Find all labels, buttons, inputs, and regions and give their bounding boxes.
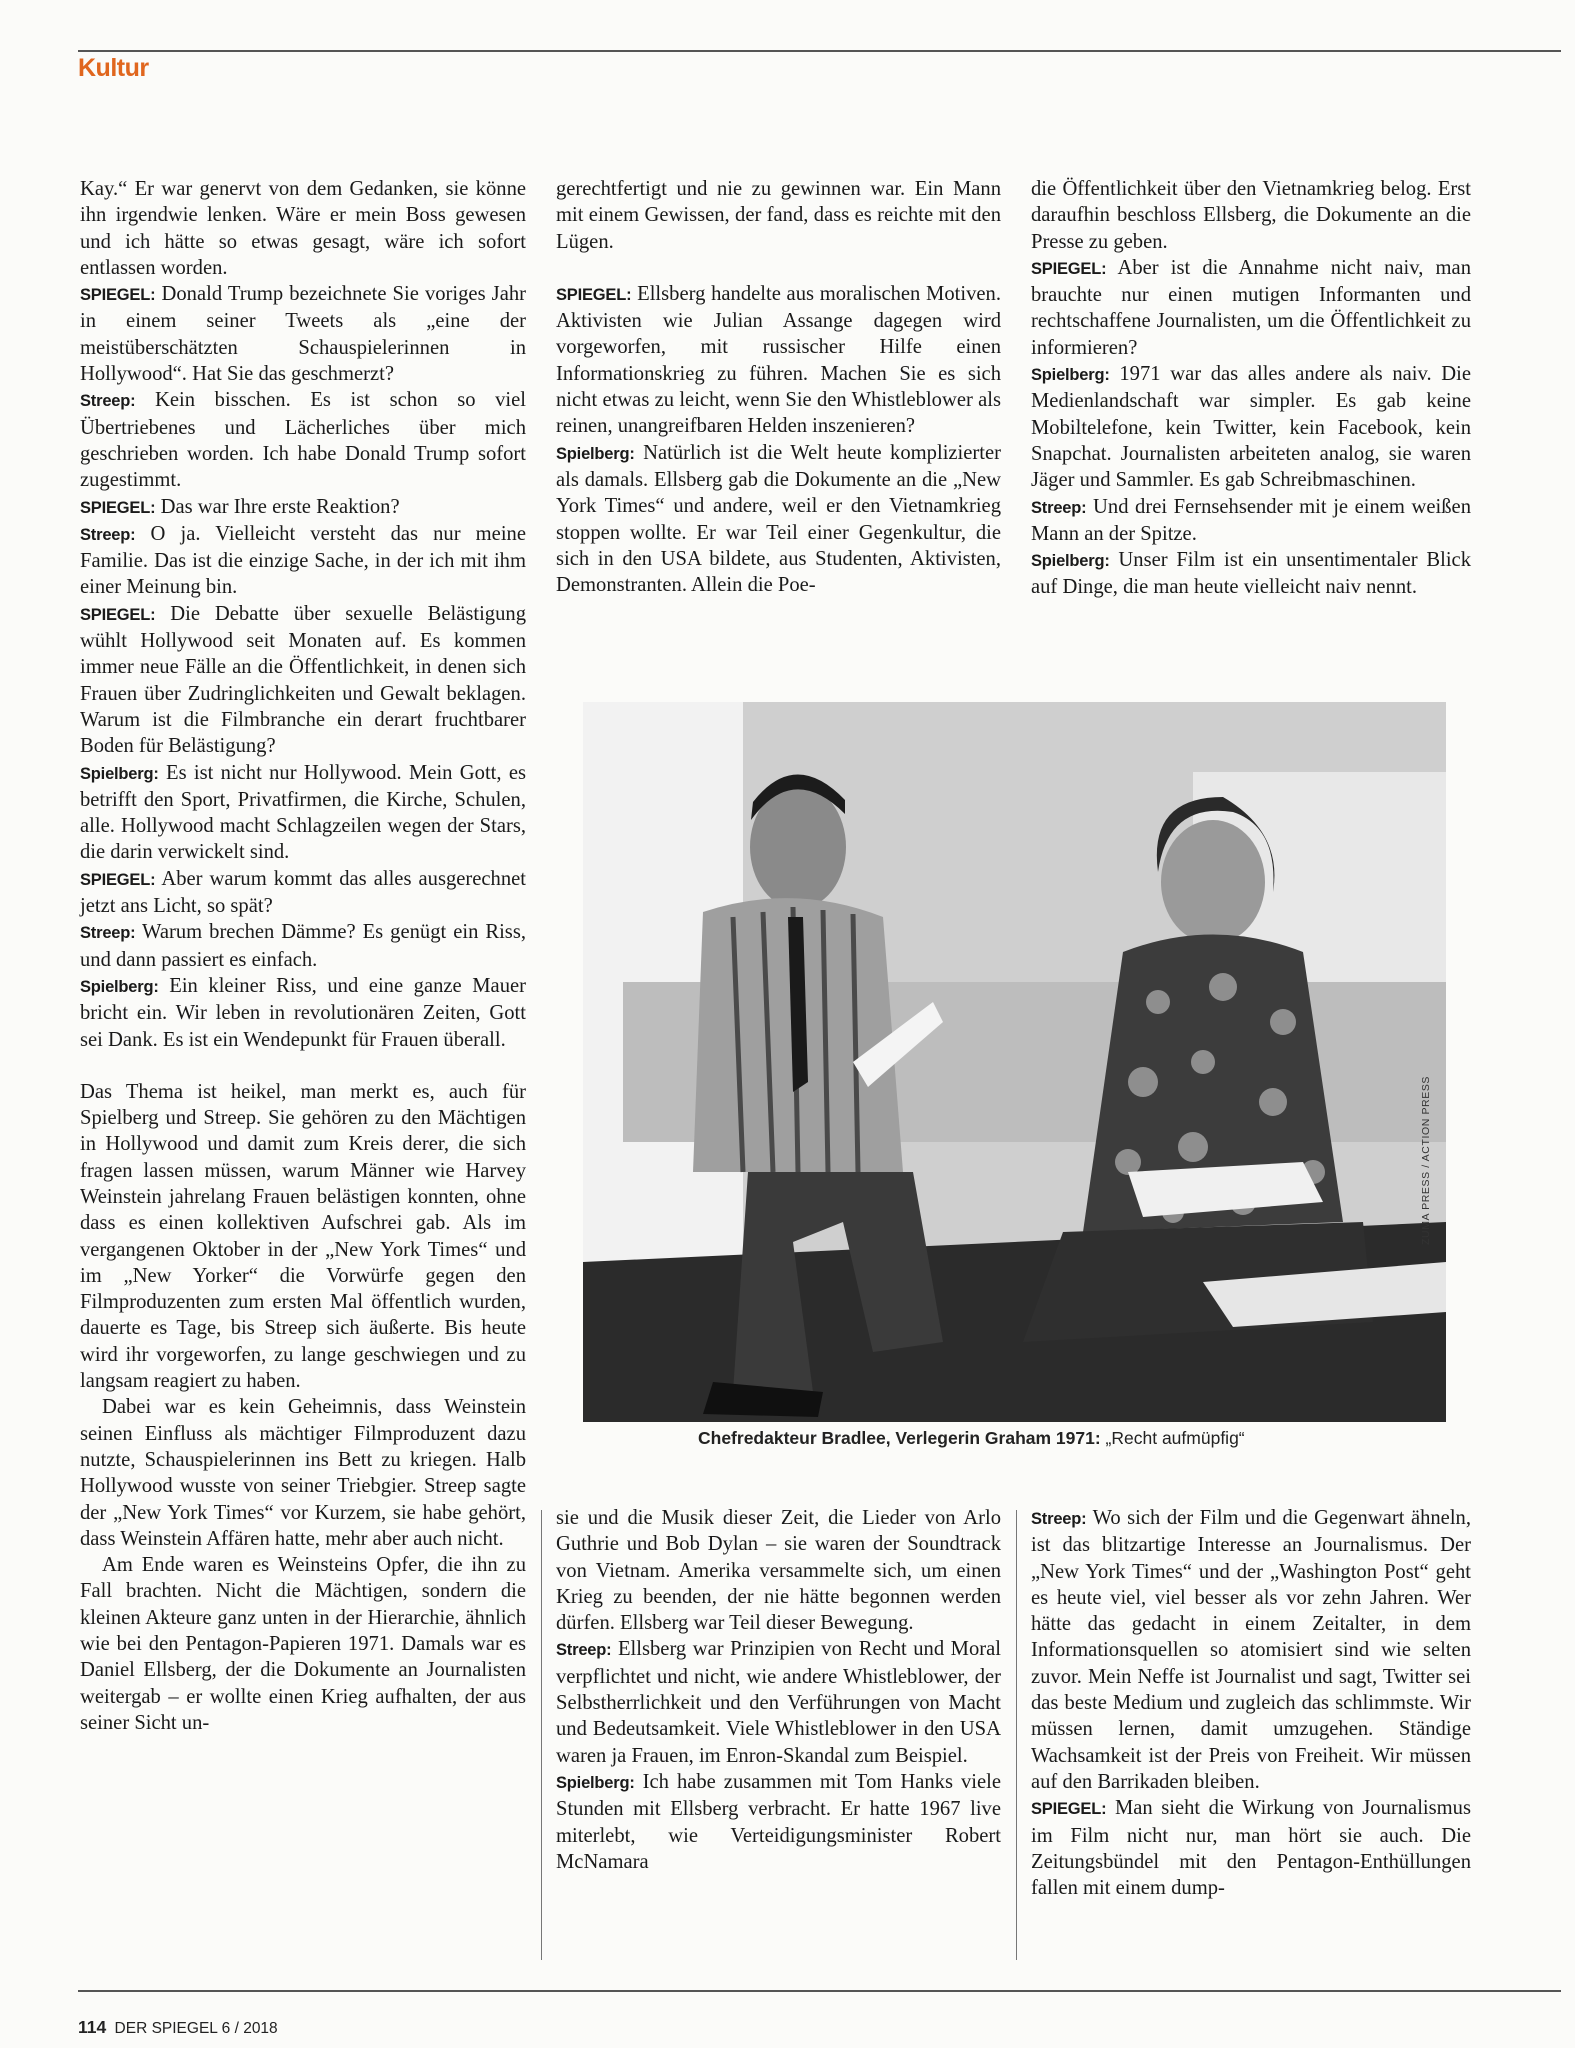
paragraph-text: Aber ist die Annahme nicht naiv, man brauchte nur einen mutigen Informanten und rechtschaffene Journalisten, um die Öffentlichkeit zu informieren?	[1031, 256, 1471, 359]
speaker-label: Streep:	[80, 525, 136, 544]
paragraph	[1031, 255, 1471, 361]
column-2-bottom	[556, 1505, 1001, 1875]
magazine-name: DER SPIEGEL	[114, 2020, 218, 2037]
paragraph	[80, 973, 526, 1053]
speaker-label: Streep:	[1031, 498, 1087, 517]
speaker-label: Spielberg:	[80, 977, 159, 996]
paragraph-text: Dabei war es kein Geheimnis, dass Weinstein seinen Einfluss als mächtiger Filmproduzent dazu nutzte, Schauspielerinnen ins Bett zu kriegen. Halb Hollywood wusste von seiner Triebgier. Streep sagte der „New York Times“ vor Kurzem, sie habe gehört, dass Weinstein Affären hatte, mehr aber auch nicht.	[80, 1396, 526, 1550]
speaker-label: Spielberg:	[80, 764, 159, 783]
paragraph	[80, 601, 526, 760]
photo-illustration	[583, 702, 1446, 1422]
speaker-label: SPIEGEL:	[80, 286, 156, 305]
speaker-label: SPIEGEL:	[80, 498, 156, 517]
paragraph	[1031, 1795, 1471, 1901]
paragraph	[80, 1394, 526, 1552]
top-rule	[78, 50, 1561, 52]
speaker-label: Spielberg:	[556, 444, 635, 463]
speaker-label: Streep:	[80, 924, 136, 943]
paragraph	[80, 1552, 526, 1736]
bottom-rule	[78, 1990, 1561, 1992]
column-2-top	[556, 176, 1001, 598]
speaker-label: Streep:	[1031, 1510, 1087, 1528]
speaker-label: Streep:	[556, 1641, 612, 1660]
paragraph	[556, 1769, 1001, 1875]
paragraph-text: Die Debatte über sexuelle Belästigung wühlt Hollywood seit Monaten auf. Es kommen immer neue Fälle an die Öffentlichkeit, in denen sich Frauen über Zudringlichkeiten und Gewalt beklagen. Warum ist die Filmbranche ein derart fruchtbarer Boden für Belästigung?	[80, 602, 526, 758]
paragraph-text: O ja. Vielleicht versteht das nur meine Familie. Das ist die einzige Sache, in der ich mit ihm einer Meinung bin.	[80, 522, 526, 599]
paragraph	[556, 281, 1001, 440]
paragraph-text: Es ist nicht nur Hollywood. Mein Gott, es betrifft den Sport, Privatfirmen, die Kirche, Schulen, alle. Hollywood macht Schlagzeilen wegen der Stars, die darin verwickelt sind.	[80, 761, 526, 864]
speaker-label: Spielberg:	[556, 1773, 635, 1792]
page-number: 114	[78, 2017, 107, 2037]
paragraph-text: Und drei Fernsehsender mit je einem weißen Mann an der Spitze.	[1031, 495, 1471, 545]
paragraph-text: Warum brechen Dämme? Es genügt ein Riss, und dann passiert es einfach.	[80, 921, 526, 971]
paragraph-text: Am Ende waren es Weinsteins Opfer, die ihn zu Fall brachten. Nicht die Mächtigen, sondern die kleinen Akteure ganz unten in der Hierarchie, ähnlich wie bei den Pentagon-Papieren 1971. Damals war es Daniel Ellsberg, der die Dokumente an Journalisten weitergab – er wollte einen Krieg aufhalten, der aus seiner Sicht un-	[80, 1554, 526, 1734]
paragraph-text: Natürlich ist die Welt heute komplizierter als damals. Ellsberg gab die Dokumente an die „New York Times“ und andere, weil er den Vietnamkrieg stoppen wollte. Er war Teil einer Gegenkultur, die sich in den USA bildete, aus Studenten, Aktivisten, Demonstranten. Allein die Poe-	[556, 441, 1001, 597]
paragraph	[80, 1079, 526, 1395]
press-photo	[583, 702, 1446, 1422]
paragraph	[1031, 494, 1471, 548]
paragraph	[1031, 1505, 1471, 1795]
speaker-label: SPIEGEL:	[556, 285, 632, 304]
paragraph	[80, 760, 526, 866]
paragraph	[556, 176, 1001, 255]
section-label: Kultur	[78, 54, 149, 82]
paragraph-text: Man sieht die Wirkung von Journalismus im Film nicht nur, man hört sie auch. Die Zeitungsbündel mit den Pentagon-Enthüllungen fallen mit einem dump-	[1031, 1797, 1471, 1900]
paragraph	[80, 866, 526, 920]
paragraph-text: Kein bisschen. Es ist schon so viel Übertriebenes und Lächerliches über mich geschrieben worden. Ich habe Donald Trump sofort zugestimmt.	[80, 389, 526, 492]
caption-bold: Chefredakteur Bradlee, Verlegerin Graham 1971:	[698, 1428, 1101, 1448]
speaker-label: Streep:	[80, 392, 136, 411]
photo-caption	[698, 1428, 1398, 1449]
paragraph-text: Das war Ihre erste Reaktion?	[155, 495, 400, 518]
caption-text: „Recht aufmüpfig“	[1100, 1428, 1245, 1448]
column-3-top	[1031, 176, 1471, 601]
paragraph	[80, 387, 526, 493]
photo-credit: ZUMA PRESS / ACTION PRESS	[1420, 1075, 1432, 1245]
paragraph	[80, 176, 526, 281]
page-footer	[78, 2017, 278, 2038]
speaker-label: Spielberg:	[1031, 366, 1110, 385]
paragraph-text: gerechtfertigt und nie zu gewinnen war. Ein Mann mit einem Gewissen, der fand, dass es reichte mit den Lügen.	[556, 178, 1001, 253]
paragraph-text: Ein kleiner Riss, und eine ganze Mauer bricht ein. Wir leben in revolutionären Zeiten, Gott sei Dank. Es ist ein Wendepunkt für Frauen überall.	[80, 974, 526, 1051]
speaker-label: Spielberg:	[1031, 552, 1110, 571]
paragraph-text: Unser Film ist ein unsentimentaler Blick auf Dinge, die man heute vielleicht naiv nennt.	[1031, 549, 1471, 599]
paragraph	[80, 281, 526, 387]
paragraph-text: Kay.“ Er war genervt von dem Gedanken, sie könne ihn irgendwie lenken. Wäre er mein Boss gewesen und ich hätte so etwas gesagt, wäre ich sofort entlassen worden.	[80, 178, 526, 279]
speaker-label: SPIEGEL:	[80, 870, 156, 889]
speaker-label: SPIEGEL:	[1031, 259, 1107, 278]
paragraph	[556, 1636, 1001, 1768]
speaker-label: SPIEGEL:	[80, 605, 156, 624]
paragraph	[1031, 361, 1471, 493]
speaker-label: SPIEGEL:	[1031, 1800, 1107, 1819]
paragraph-text: 1971 war das alles andere als naiv. Die Medienlandschaft war simpler. Es gab keine Mobiltelefone, kein Twitter, kein Facebook, kein Snapchat. Journalisten arbeiteten analog, sie waren Jäger und Sammler. Es gab Schreibmaschinen.	[1031, 363, 1471, 492]
paragraph	[556, 1505, 1001, 1636]
issue-number: 6 / 2018	[221, 2020, 278, 2037]
column-divider-right	[1016, 1510, 1017, 1960]
paragraph	[80, 494, 526, 521]
column-divider-left	[541, 1510, 542, 1960]
paragraph	[80, 521, 526, 601]
paragraph	[80, 919, 526, 973]
paragraph	[1031, 547, 1471, 601]
paragraph-text: Ich habe zusammen mit Tom Hanks viele Stunden mit Ellsberg verbracht. Er hatte 1967 live miterlebt, wie Verteidigungsminister Robert McNamara	[556, 1770, 1001, 1873]
paragraph-text: Das Thema ist heikel, man merkt es, auch für Spielberg und Streep. Sie gehören zu den Mächtigen in Hollywood und damit zum Kreis derer, die sich fragen lassen müssen, warum Männer wie Harvey Weinstein jahrelang Frauen belästigen konnten, ohne dass es einen kollektiven Aufschrei gab. Als im vergangenen Oktober in der „New York Times“ und im „New Yorker“ die Vorwürfe gegen den Filmproduzenten zum ersten Mal öffentlich wurden, dauerte es Tage, bis Streep sich äußerte. Bis heute wird ihr vorgeworfen, zu lange geschwiegen und zu langsam reagiert zu haben.	[80, 1080, 526, 1393]
paragraph-text: sie und die Musik dieser Zeit, die Lieder von Arlo Guthrie und Bob Dylan – sie waren der Soundtrack von Vietnam. Amerika versammelte sich, um einen Krieg zu beenden, der nie hätte begonnen werden dürfen. Ellsberg war Teil dieser Bewegung.	[556, 1507, 1001, 1635]
paragraph	[556, 440, 1001, 599]
paragraph-text: Wo sich der Film und die Gegenwart ähneln, ist das blitzartige Interesse an Journalismus. Der „New York Times“ und der „Washington Post“ geht es heute viel, viel besser als vor zehn Jahren. Wer hätte das gedacht in einem Zeitalter, in dem Informationsquellen so atomisiert sind wie selten zuvor. Mein Neffe ist Journalist und sagt, Twitter sei das beste Medium und zugleich das schlimmste. Wir müssen lernen, damit umzugehen. Ständige Wachsamkeit ist der Preis von Freiheit. Wir müssen auf den Barrikaden bleiben.	[1031, 1507, 1471, 1793]
paragraph	[1031, 176, 1471, 255]
paragraph-text: Ellsberg war Prinzipien von Recht und Moral verpflichtet und nicht, wie andere Whistleblower, der Selbstherrlichkeit und den Verführungen von Macht und Bedeutsamkeit. Viele Whistleblower in den USA waren ja Frauen, im Enron-Skandal zum Beispiel.	[556, 1638, 1001, 1767]
column-1	[80, 176, 526, 1736]
paragraph-text: Donald Trump bezeichnete Sie voriges Jahr in einem seiner Tweets als „eine der meistüberschätzten Schauspielerinnen in Hollywood“. Hat Sie das geschmerzt?	[80, 283, 526, 386]
paragraph-text: die Öffentlichkeit über den Vietnamkrieg belog. Erst daraufhin beschloss Ellsberg, die Dokumente an die Presse zu geben.	[1031, 178, 1471, 253]
column-3-bottom	[1031, 1505, 1471, 1901]
paragraph-text: Aber warum kommt das alles ausgerechnet jetzt ans Licht, so spät?	[80, 867, 526, 918]
paragraph-text: Ellsberg handelte aus moralischen Motiven. Aktivisten wie Julian Assange dagegen wird vorgeworfen, mit russischer Hilfe einen Informationskrieg zu führen. Machen Sie es sich nicht etwas zu leicht, wenn Sie den Whistleblower als reinen, unangreifbaren Helden inszenieren?	[556, 282, 1001, 438]
